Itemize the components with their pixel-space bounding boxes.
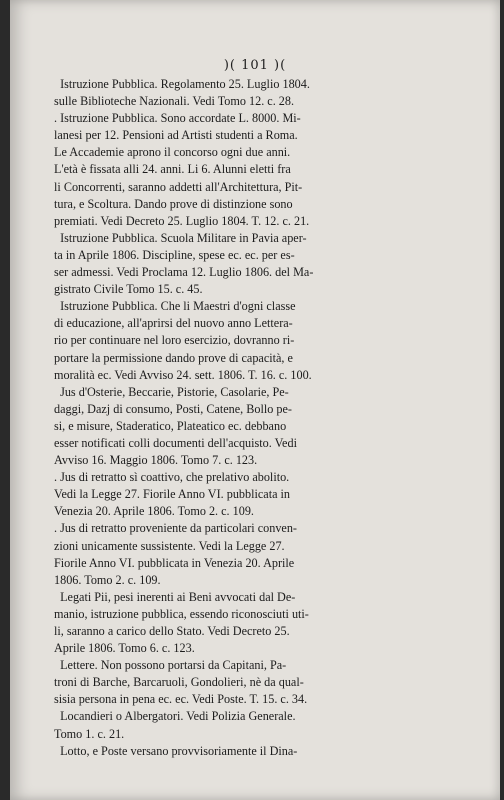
book-page <box>10 0 500 800</box>
text-line: li, saranno a carico dello Stato. Vedi Decreto 25. <box>54 624 290 638</box>
text-line: lanesi per 12. Pensioni ad Artisti studenti a Roma. <box>54 128 298 143</box>
text-line: . Istruzione Pubblica. Sono accordate L. 8000. Mi- <box>54 111 301 126</box>
text-line: moralità ec. Vedi Avviso 24. sett. 1806. T. 16. c. 100. <box>54 367 312 382</box>
text-line: ser admessi. Vedi Proclama 12. Luglio 1806. del Ma- <box>54 265 314 280</box>
text-line: troni di Barche, Barcaruoli, Gondolieri, nè da qual- <box>54 675 304 690</box>
text-line: . Jus di retratto sì coattivo, che prelativo abolito. <box>54 470 290 485</box>
text-line: Tomo 1. c. 21. <box>54 726 125 741</box>
text-line: zioni unicamente sussistente. Vedi la Legge 27. <box>54 538 285 553</box>
text-line: Istruzione Pubblica. Regolamento 25. Luglio 1804. <box>54 77 310 91</box>
text-line: Lettere. Non possono portarsi da Capitani, Pa- <box>54 658 287 673</box>
text-line: L'età è fissata alli 24. anni. Li 6. Alunni eletti fra <box>54 162 291 177</box>
text-line: daggi, Dazj di consumo, Posti, Catene, Bollo pe- <box>54 401 292 416</box>
text-line: Vedi la Legge 27. Fiorile Anno VI. pubblicata in <box>54 487 291 502</box>
text-line: Fiorile Anno VI. pubblicata in Venezia 20. Aprile <box>54 555 295 570</box>
page-number: )( 101 )( <box>223 58 287 73</box>
body-text <box>54 76 426 760</box>
text-line: Locandieri o Albergatori. Vedi Polizia Generale. <box>54 709 296 724</box>
text-line: Aprile 1806. Tomo 6. c. 123. <box>54 641 195 656</box>
text-line: tura, e Scoltura. Dando prove di distinzione sono <box>54 196 293 211</box>
text-line: gistrato Civile Tomo 15. c. 45. <box>54 282 203 297</box>
text-line: rio per continuare nel loro esercizio, dovranno ri- <box>54 333 295 348</box>
text-line: Istruzione Pubblica. Scuola Militare in Pavia aper- <box>54 230 307 245</box>
text-line: premiati. Vedi Decreto 25. Luglio 1804. T. 12. c. 21. <box>54 213 310 228</box>
text-line: sisia persona in pena ec. ec. Vedi Poste. T. 15. c. 34. <box>54 692 308 707</box>
text-line: 1806. Tomo 2. c. 109. <box>54 572 161 587</box>
text-line: Le Accademie aprono il concorso ogni due anni. <box>54 145 291 160</box>
text-line: Istruzione Pubblica. Che li Maestri d'ogni classe <box>54 299 296 314</box>
text-line: di educazione, all'aprirsi del nuovo anno Lettera- <box>54 316 293 331</box>
text-line: ta in Aprile 1806. Discipline, spese ec. ec. per es- <box>54 247 295 262</box>
text-line: Jus d'Osterie, Beccarie, Pistorie, Casolarie, Pe- <box>54 384 289 399</box>
text-line: Avviso 16. Maggio 1806. Tomo 7. c. 123. <box>54 453 258 468</box>
text-line: si, e misure, Staderatico, Plateatico ec. debbano <box>54 418 287 433</box>
text-line: sulle Biblioteche Nazionali. Vedi Tomo 12. c. 28. <box>54 94 295 109</box>
text-line: manio, istruzione pubblica, essendo riconosciuti uti- <box>54 606 309 621</box>
text-line: Legati Pii, pesi inerenti ai Beni avvocati dal De- <box>54 589 296 604</box>
text-line: Lotto, e Poste versano provvisoriamente il Dina- <box>54 743 298 758</box>
text-line: . Jus di retratto proveniente da particolari conven- <box>54 521 297 536</box>
text-line: Venezia 20. Aprile 1806. Tomo 2. c. 109. <box>54 504 254 519</box>
text-line: li Concorrenti, saranno addetti all'Architettura, Pit- <box>54 179 303 194</box>
text-line: esser notificati colli documenti dell'acquisto. Vedi <box>54 435 297 450</box>
text-line: portare la permissione dando prove di capacità, e <box>54 350 293 365</box>
